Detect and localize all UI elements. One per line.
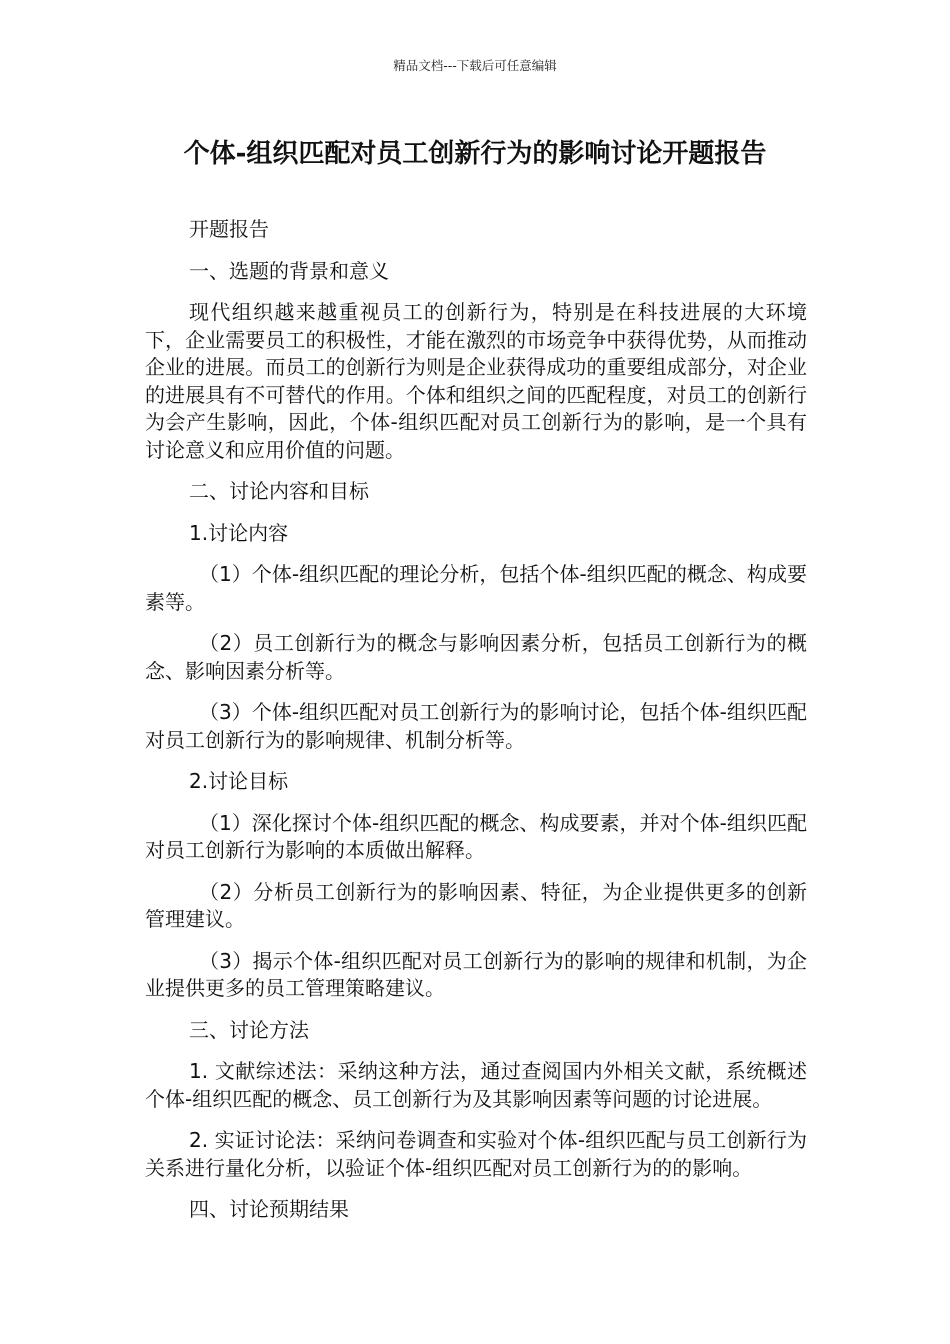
section-heading-background: 一、选题的背景和意义 xyxy=(189,258,389,283)
goal-item-2: （2）分析员工创新行为的影响因素、特征，为企业提供更多的创新管理建议。 xyxy=(145,879,807,931)
method-item-2: 2. 实证讨论法：采纳问卷调查和实验对个体-组织匹配与员工创新行为关系进行量化分析，以验证个体-组织匹配对员工创新行为的的影响。 xyxy=(145,1128,807,1180)
section-label: 开题报告 xyxy=(189,217,269,241)
document-body xyxy=(145,216,807,1238)
subheading-content: 1.讨论内容 xyxy=(189,520,289,545)
section-heading-content-goals: 二、讨论内容和目标 xyxy=(189,479,369,503)
section-heading-methods: 三、讨论方法 xyxy=(189,1017,309,1042)
section-heading-expected-results: 四、讨论预期结果 xyxy=(189,1197,349,1221)
page-header-watermark: 精品文档---下载后可任意编辑 xyxy=(393,58,557,73)
content-item-1: （1）个体-组织匹配的理论分析，包括个体-组织匹配的概念、构成要素等。 xyxy=(145,562,807,614)
document-title: 个体-组织匹配对员工创新行为的影响讨论开题报告 xyxy=(183,139,767,169)
goal-item-3: （3）揭示个体-组织匹配对员工创新行为的影响的规律和机制，为企业提供更多的员工管理策略建议。 xyxy=(145,948,807,1000)
content-item-2: （2）员工创新行为的概念与影响因素分析，包括员工创新行为的概念、影响因素分析等。 xyxy=(145,631,807,683)
goal-item-1: （1）深化探讨个体-组织匹配的概念、构成要素，并对个体-组织匹配对员工创新行为影响的本质做出解释。 xyxy=(145,810,807,862)
subheading-goals: 2.讨论目标 xyxy=(189,769,289,793)
content-item-3: （3）个体-组织匹配对员工创新行为的影响讨论，包括个体-组织匹配对员工创新行为的影响规律、机制分析等。 xyxy=(145,700,807,752)
paragraph-background: 现代组织越来越重视员工的创新行为，特别是在科技进展的大环境下，企业需要员工的积极性，才能在激烈的市场竞争中获得优势，从而推动企业的进展。而员工的创新行为则是企业获得成功的重要组成部分，对企业的进展具有不可替代的作用。个体和组织之间的匹配程度，对员工的创新行为会产生影响，因此，个体-组织匹配对员工创新行为的影响，是一个具有讨论意义和应用价值的问题。 xyxy=(145,300,807,462)
method-item-1: 1. 文献综述法：采纳这种方法，通过查阅国内外相关文献，系统概述个体-组织匹配的概念、员工创新行为及其影响因素等问题的讨论进展。 xyxy=(145,1059,807,1111)
